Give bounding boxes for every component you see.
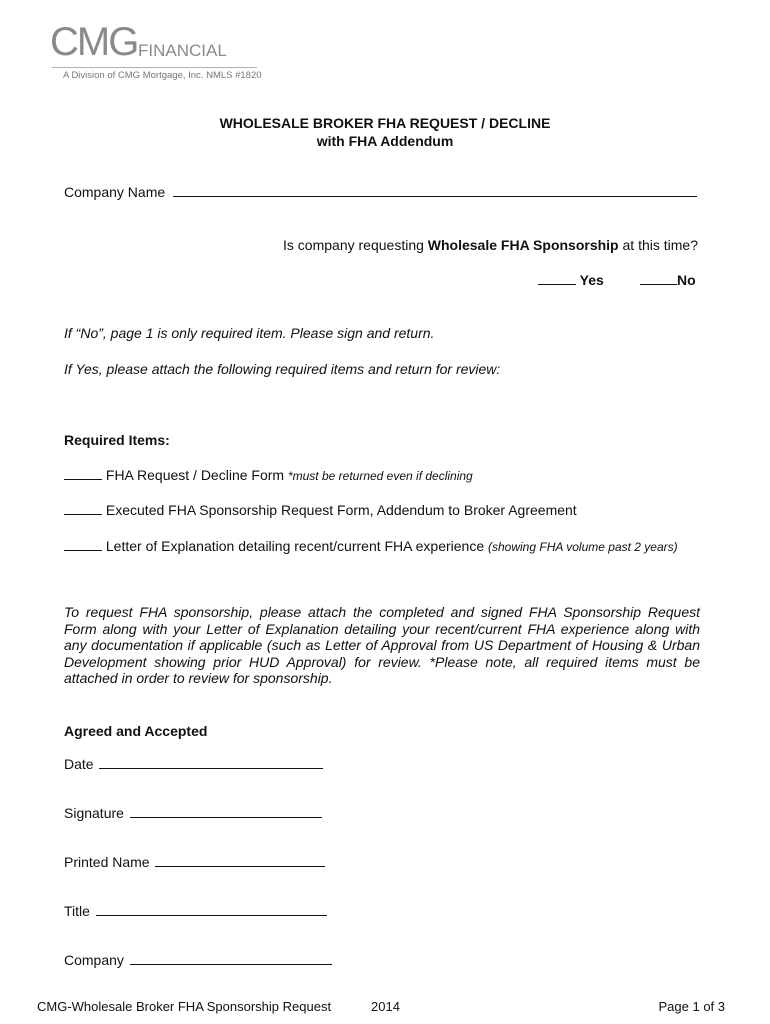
- footer-page-number: Page 1 of 3: [658, 999, 725, 1014]
- required-item-check[interactable]: [64, 502, 102, 515]
- company-logo-suffix: FINANCIAL: [138, 41, 227, 60]
- question-suffix: at this time?: [618, 237, 698, 253]
- logo-divider: [52, 67, 257, 68]
- page-subtitle: with FHA Addendum: [316, 133, 454, 149]
- company-label: Company: [64, 952, 124, 968]
- printed-name-field[interactable]: [155, 854, 325, 867]
- signature-row: [64, 805, 322, 821]
- required-item: [64, 502, 577, 518]
- title-field[interactable]: [96, 903, 327, 916]
- required-item-note: *must be returned even if declining: [287, 469, 473, 483]
- company-name-row: [64, 184, 697, 200]
- yes-option: [538, 272, 604, 288]
- page-title: WHOLESALE BROKER FHA REQUEST / DECLINE: [219, 115, 551, 131]
- no-blank[interactable]: [640, 272, 677, 285]
- date-row: [64, 756, 323, 772]
- required-item-note: (showing FHA volume past 2 years): [488, 540, 678, 554]
- company-name-field[interactable]: [173, 184, 697, 197]
- no-option: [640, 272, 696, 288]
- company-logo: CMG: [50, 20, 138, 64]
- sponsorship-instructions-paragraph: To request FHA sponsorship, please attach the completed and signed FHA Sponsorship Request Form along with your Letter of Explanation detailing your recent/current FHA experience along with any documentation if applicable (such as Letter of Approval from US Department of Housing & Urban Development showing prior HUD Approval) for review. *Please note, all required items must be attached in order to review for sponsorship.: [64, 604, 700, 686]
- company-name-label: Company Name: [64, 184, 166, 200]
- required-item-check[interactable]: [64, 538, 102, 551]
- yes-blank[interactable]: [538, 272, 576, 285]
- signature-field[interactable]: [130, 805, 322, 818]
- title-label: Title: [64, 903, 90, 919]
- footer-document-name: CMG-Wholesale Broker FHA Sponsorship Request: [37, 999, 332, 1014]
- logo-subtitle: A Division of CMG Mortgage, Inc. NMLS #1820: [63, 70, 262, 81]
- required-item-label: Executed FHA Sponsorship Request Form, Addendum to Broker Agreement: [105, 502, 577, 518]
- date-label: Date: [64, 756, 94, 772]
- sponsorship-question: [283, 237, 698, 253]
- required-item: [64, 467, 473, 484]
- yes-label: Yes: [579, 272, 604, 288]
- required-item-check[interactable]: [64, 467, 102, 480]
- question-emphasis: Wholesale FHA Sponsorship: [427, 237, 619, 253]
- printed-name-label: Printed Name: [64, 854, 150, 870]
- agreement-heading: Agreed and Accepted: [64, 723, 208, 739]
- printed-name-row: [64, 854, 325, 870]
- question-prefix: Is company requesting: [283, 237, 428, 253]
- company-field[interactable]: [130, 952, 332, 965]
- required-item-label: FHA Request / Decline Form: [105, 467, 285, 483]
- date-field[interactable]: [99, 756, 323, 769]
- company-row: [64, 952, 332, 968]
- no-label: No: [677, 272, 696, 288]
- if-yes-instruction: If Yes, please attach the following required items and return for review:: [64, 361, 501, 377]
- title-row: [64, 903, 327, 919]
- required-items-heading: Required Items:: [64, 432, 170, 448]
- required-item: [64, 538, 678, 555]
- if-no-instruction: If “No”, page 1 is only required item. Please sign and return.: [64, 325, 435, 341]
- signature-label: Signature: [64, 805, 124, 821]
- footer-year: 2014: [371, 999, 400, 1014]
- required-item-label: Letter of Explanation detailing recent/current FHA experience: [105, 538, 485, 554]
